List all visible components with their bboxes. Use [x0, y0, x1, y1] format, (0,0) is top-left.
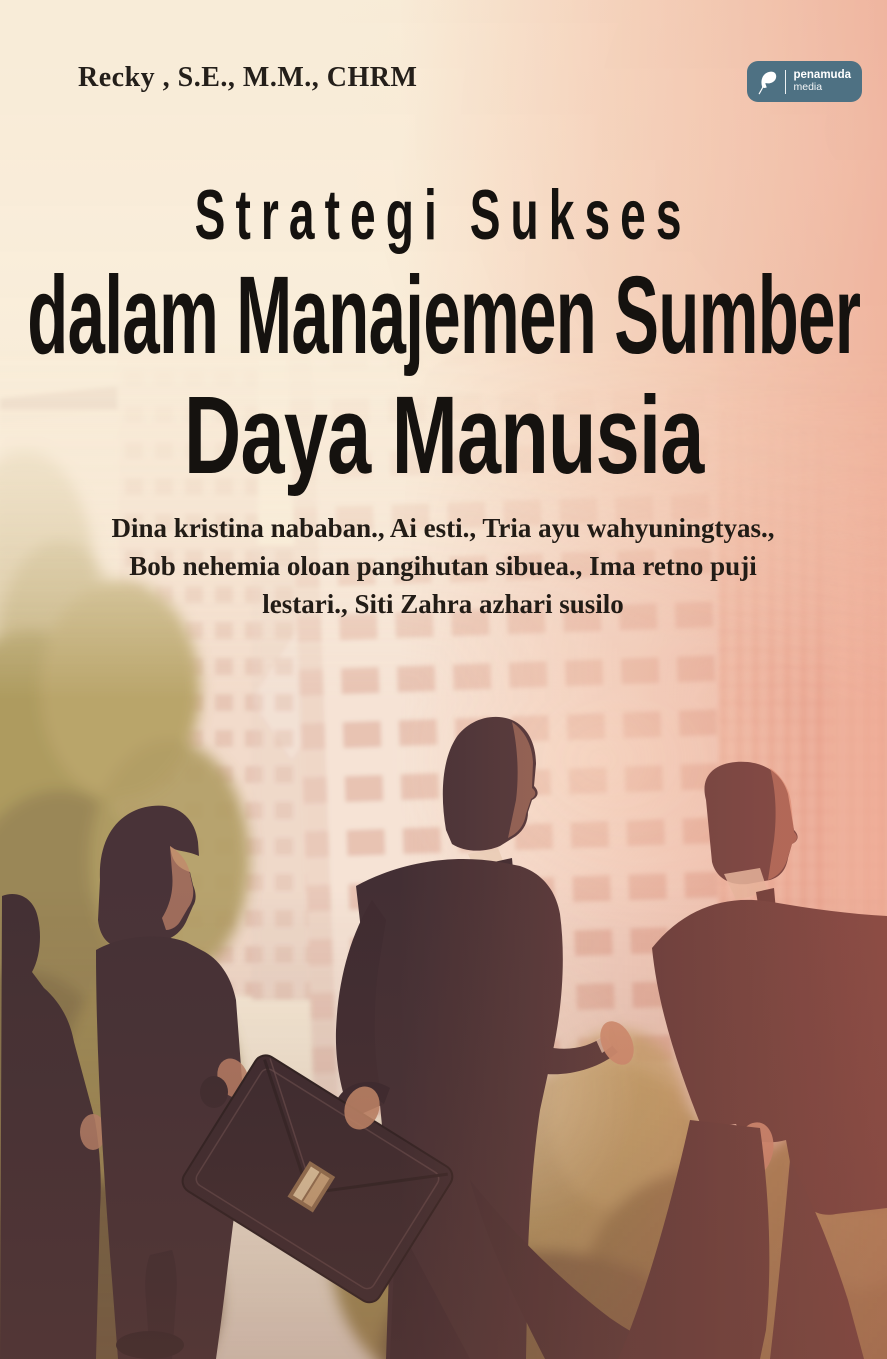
publisher-badge	[747, 61, 862, 102]
contributors-line2: Bob nehemia oloan pangihutan sibuea., Ima retno puji	[129, 551, 757, 581]
title-line1-row	[0, 252, 887, 379]
penamuda-logo-icon	[758, 69, 778, 95]
title-line2-row	[0, 372, 887, 499]
publisher-name-line2: media	[793, 81, 823, 93]
title-line1: dalam Manajemen Sumber	[26, 254, 861, 377]
title-line2: Daya Manusia	[183, 374, 704, 497]
contributors-list	[63, 509, 823, 623]
publisher-name	[793, 70, 851, 92]
publisher-name-line1: penamuda	[793, 69, 851, 82]
title-subtitle-row	[0, 175, 887, 255]
logo-divider	[785, 70, 787, 94]
title-subtitle: Strategi Sukses	[195, 175, 692, 255]
author-name: Recky , S.E., M.M., CHRM	[78, 62, 418, 93]
contributors-line3: lestari., Siti Zahra azhari susilo	[262, 589, 624, 619]
contributors-line1: Dina kristina nababan., Ai esti., Tria ayu wahyuningtyas.,	[111, 513, 775, 543]
